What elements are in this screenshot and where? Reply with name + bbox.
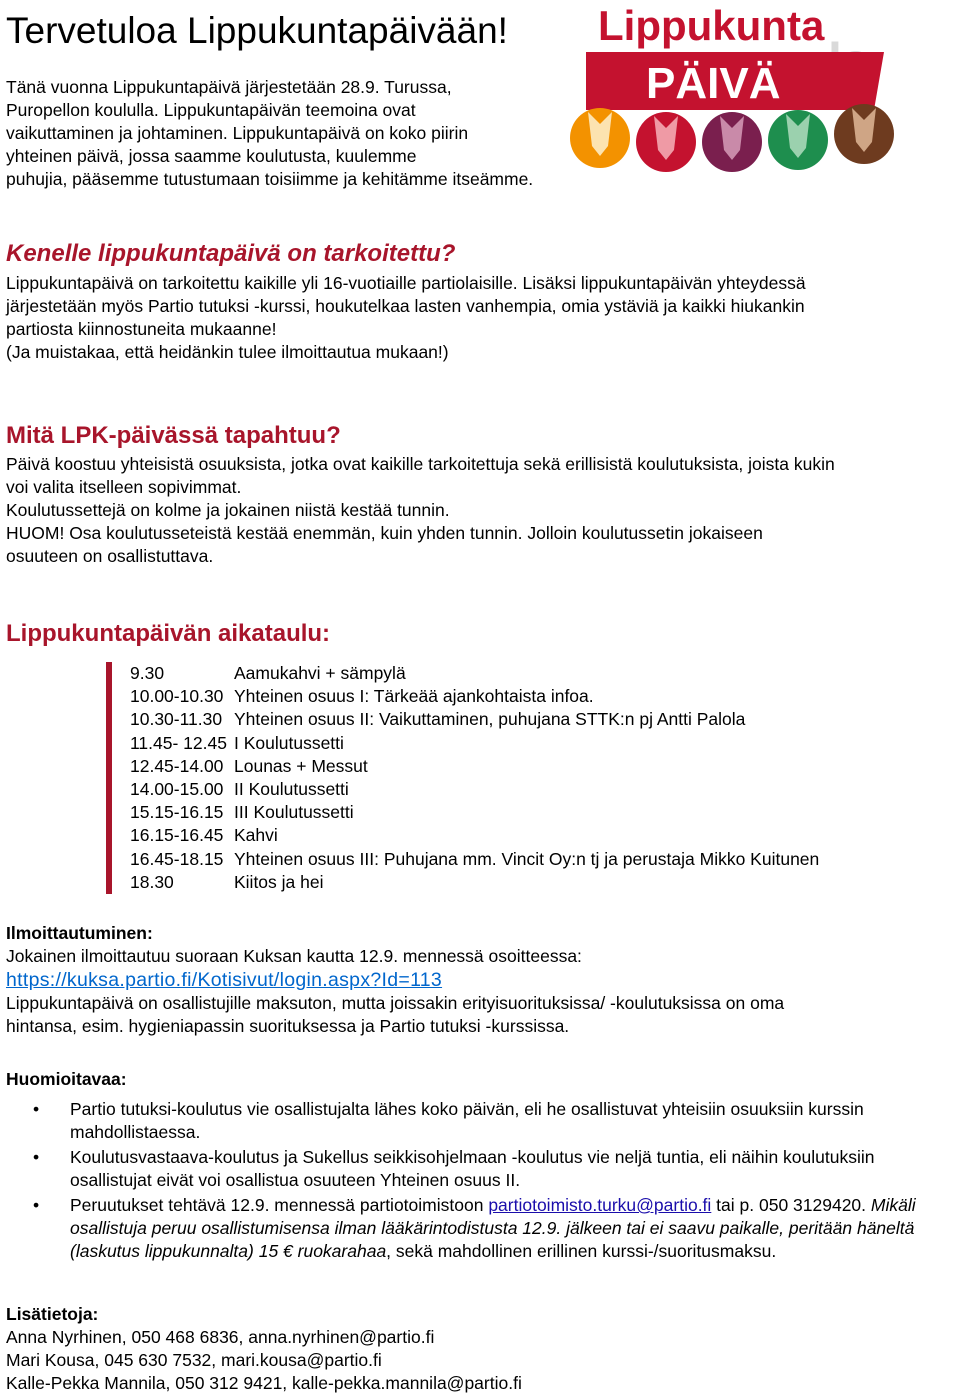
- body-line: Päivä koostuu yhteisistä osuuksista, jotka ovat kaikille tarkoitettuja sekä erillisistä koulutuksista, joista kukin: [6, 454, 835, 474]
- list-item: [6, 1146, 956, 1192]
- schedule-time: 10.30-11.30: [130, 709, 223, 730]
- body-line: HUOM! Osa koulutusseteistä kestää enemmän, kuin yhden tunnin. Jolloin koulutussetin jokaiseen: [6, 523, 763, 543]
- schedule-time: 16.45-18.15: [130, 848, 224, 869]
- schedule-row: [130, 662, 960, 685]
- page-title: Tervetuloa Lippukuntapäivään!: [6, 10, 508, 51]
- notes-list: [6, 1098, 956, 1263]
- note-text: Partio tutuksi-koulutus vie osallistujalta lähes koko päivän, eli he osallistuvat yhteisiin osuuksiin kurssin mahdollistaessa.: [70, 1099, 864, 1142]
- registration-line: Lippukuntapäivä on osallistujille maksuton, mutta joissakin erityisuorituksissa/ -koulutuksissa on oma: [6, 993, 785, 1013]
- body-line: (Ja muistakaa, että heidänkin tulee ilmoittautua mukaan!): [6, 342, 449, 362]
- schedule-row: [130, 708, 960, 731]
- schedule-time: 10.00-10.30: [130, 686, 224, 707]
- bullet-icon: •: [33, 1195, 40, 1215]
- section-heading-schedule: Lippukuntapäivän aikataulu:: [6, 620, 331, 647]
- schedule-row: [130, 778, 960, 801]
- schedule-item: Yhteinen osuus II: Vaikuttaminen, puhujana STTK:n pj Antti Palola: [234, 709, 746, 730]
- schedule-row: [130, 755, 960, 778]
- body-line: järjestetään myös Partio tutuksi -kurssi, houkutelkaa lasten vanhempia, omia ystäviä ja kaikki hiukankin: [6, 296, 805, 316]
- body-line: partiosta kiinnostuneita mukaanne!: [6, 319, 277, 339]
- contact-line: Anna Nyrhinen, 050 468 6836, anna.nyrhinen@partio.fi: [6, 1327, 435, 1347]
- intro-line: yhteinen päivä, jossa saamme koulutusta, kuulemme: [6, 146, 417, 166]
- schedule-row: [130, 824, 960, 847]
- schedule-item: Lounas + Messut: [234, 755, 368, 776]
- note-text: , sekä mahdollinen erillinen kurssi-/suoritusmaksu.: [386, 1241, 777, 1261]
- intro-line: Tänä vuonna Lippukuntapäivä järjestetään 28.9. Turussa,: [6, 77, 452, 97]
- kuksa-registration-link[interactable]: https://kuksa.partio.fi/Kotisivut/login.aspx?Id=113: [6, 969, 443, 991]
- contacts-section: [6, 1303, 956, 1395]
- schedule-row: [130, 732, 960, 755]
- schedule-item: Yhteinen osuus I: Tärkeää ajankohtaista infoa.: [234, 686, 594, 707]
- registration-section: [6, 922, 956, 1038]
- logo-line1: Lippukunta: [598, 2, 825, 49]
- section-heading-what: Mitä LPK-päivässä tapahtuu?: [6, 422, 341, 449]
- contacts-heading: Lisätietoja:: [6, 1304, 99, 1324]
- section-who-body: [6, 272, 956, 364]
- schedule-item: Yhteinen osuus III: Puhujana mm. Vincit Oy:n tj ja perustaja Mikko Kuitunen: [234, 848, 820, 869]
- intro-line: vaikuttaminen ja johtaminen. Lippukuntapäivä on koko piirin: [6, 123, 469, 143]
- registration-line: Jokainen ilmoittautuu suoraan Kuksan kautta 12.9. mennessä osoitteessa:: [6, 946, 582, 966]
- bullet-icon: •: [33, 1147, 40, 1167]
- intro-line: Puropellon koululla. Lippukuntapäivän teemoina ovat: [6, 100, 416, 120]
- notes-section: [6, 1068, 956, 1265]
- note-text: Peruutukset tehtävä 12.9. mennessä partiotoimistoon: [70, 1195, 489, 1215]
- note-text: Koulutusvastaava-koulutus ja Sukellus seikkisohjelmaan -koulutus vie neljä tuntia, eli näihin koulutuksiin osallistujat eivät voi osallistua osuuteen Yhteinen osuus II.: [70, 1147, 875, 1190]
- intro-line: puhujia, pääsemme tutustumaan toisiimme ja kehitämme itseämme.: [6, 169, 534, 189]
- intro-paragraph: [6, 76, 621, 191]
- schedule-row: [130, 801, 960, 824]
- bullet-icon: •: [33, 1099, 40, 1119]
- body-line: Koulutussettejä on kolme ja jokainen niistä kestää tunnin.: [6, 500, 450, 520]
- contact-line: Kalle-Pekka Mannila, 050 312 9421, kalle-pekka.mannila@partio.fi: [6, 1373, 522, 1393]
- schedule-item: Aamukahvi + sämpylä: [234, 663, 406, 683]
- logo-line2: PÄIVÄ: [646, 59, 781, 108]
- schedule-time: 12.45-14.00: [130, 755, 224, 776]
- body-line: Lippukuntapäivä on tarkoitettu kaikille yli 16-vuotiaille partiolaisille. Lisäksi lippukuntapäivän yhteydessä: [6, 273, 806, 293]
- body-line: osuuteen on osallistuttava.: [6, 546, 214, 566]
- schedule-list: [106, 662, 960, 894]
- schedule-item: I Koulutussetti: [234, 732, 344, 753]
- body-line: voi valita itselleen sopivimmat.: [6, 477, 242, 497]
- schedule-time: 9.30: [130, 663, 165, 683]
- section-heading-who: Kenelle lippukuntapäivä on tarkoitettu?: [6, 240, 456, 267]
- section-what-body: [6, 453, 956, 568]
- note-text: tai p. 050 3129420.: [711, 1195, 871, 1215]
- lippukuntapaiva-logo: [568, 0, 960, 175]
- schedule-row: [130, 685, 960, 708]
- registration-line: hintansa, esim. hygieniapassin suorituksessa ja Partio tutuksi -kurssissa.: [6, 1016, 570, 1036]
- schedule-time: 16.15-16.45: [130, 825, 224, 846]
- schedule-row: [130, 848, 960, 871]
- schedule-row: [130, 871, 960, 894]
- schedule-time: 15.15-16.15: [130, 802, 224, 823]
- notes-heading: Huomioitavaa:: [6, 1069, 127, 1089]
- partiotoimisto-email-link[interactable]: partiotoimisto.turku@partio.fi: [488, 1195, 712, 1215]
- schedule-item: Kiitos ja hei: [234, 871, 324, 892]
- schedule-time: 18.30: [130, 871, 174, 892]
- note-italic-text: Mikäli osallistuja peruu osallistumisensa ilman lääkärintodistusta 12.9. jälkeen tai ei saavu paikalle, peritään häneltä (laskutus lippukunnalta) 15 € ruokarahaa: [70, 1195, 916, 1261]
- registration-heading: Ilmoittautuminen:: [6, 923, 153, 943]
- schedule-time: 14.00-15.00: [130, 779, 224, 800]
- list-item: [6, 1098, 956, 1144]
- schedule-time: 11.45- 12.45: [130, 732, 227, 753]
- contact-line: Mari Kousa, 045 630 7532, mari.kousa@partio.fi: [6, 1350, 382, 1370]
- schedule-item: II Koulutussetti: [234, 779, 349, 800]
- schedule-item: Kahvi: [234, 825, 278, 846]
- list-item: [6, 1194, 956, 1263]
- schedule-item: III Koulutussetti: [234, 802, 354, 823]
